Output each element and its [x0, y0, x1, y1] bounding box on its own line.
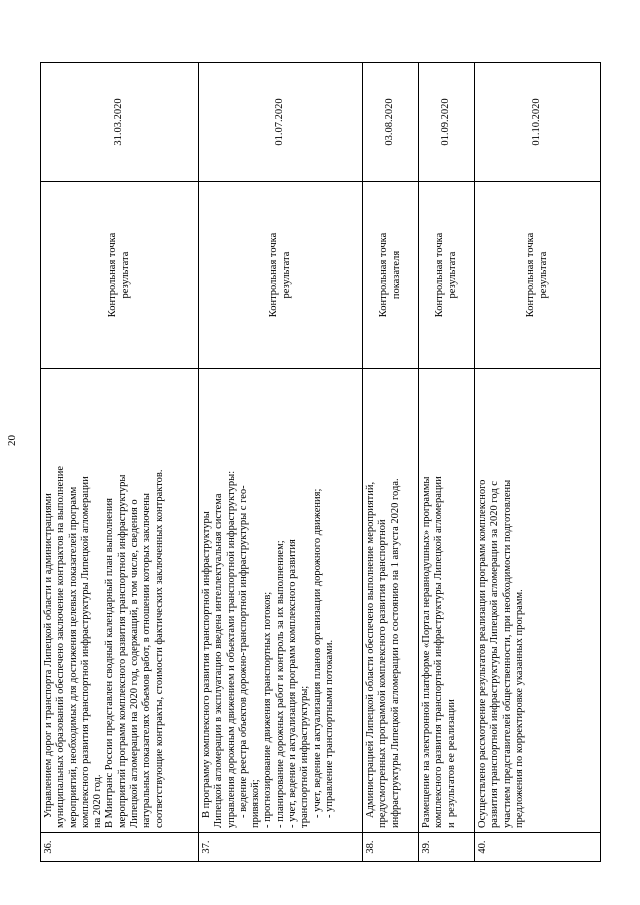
- row-description: [419, 369, 475, 833]
- row-number: 36.: [41, 833, 199, 862]
- description-line: Управлением дорог и транспорта Липецкой области и администрациями: [43, 493, 54, 818]
- description-line: - прогнозирование движения транспортных потоков;: [262, 591, 274, 828]
- type-line: результата: [119, 251, 131, 299]
- description-line: на 2020 год.: [92, 774, 104, 828]
- row-description: [363, 369, 419, 833]
- table-row: [419, 63, 475, 862]
- row-date: 03.08.2020: [363, 63, 419, 182]
- description-line: развития транспортной инфраструктуры Липецкой агломерации за 2020 год с: [489, 481, 501, 828]
- type-line: Контрольная точка: [434, 232, 446, 318]
- description-line: управления дорожным движением и объектами транспортной инфраструктуры:: [225, 470, 237, 828]
- row-number: 38.: [363, 833, 419, 862]
- type-line: Контрольная точка: [268, 232, 280, 318]
- description-line: Размещение на электронной платформе «Портал неравнодушных» программы: [421, 476, 432, 828]
- type-line: результата: [280, 251, 292, 299]
- row-date: 01.10.2020: [475, 63, 601, 182]
- description-line: В Минтранс России представлен сводный календарный план выполнения: [104, 498, 116, 828]
- description-line: привязкой;: [250, 779, 262, 828]
- description-line: инфраструктуры Липецкой агломерации по состоянию на 1 августа 2020 года.: [389, 478, 401, 828]
- description-line: Администрацией Липецкой области обеспечено выполнение мероприятий,: [365, 481, 376, 818]
- description-line: Осуществлено рассмотрение результатов реализации программ комплексного: [477, 479, 488, 828]
- row-description: [199, 369, 363, 833]
- row-type: [363, 182, 419, 369]
- table-row: [41, 63, 199, 862]
- type-line: Контрольная точка: [525, 232, 537, 318]
- table-row: [363, 63, 419, 862]
- type-line: результата: [446, 251, 458, 299]
- type-line: показателя: [390, 250, 402, 300]
- type-line: Контрольная точка: [107, 232, 119, 318]
- row-description: [41, 369, 199, 833]
- description-line: В программу комплексного развития транспортной инфраструктуры: [201, 511, 212, 818]
- row-number: 40.: [475, 833, 601, 862]
- control-points-table: [40, 62, 601, 862]
- description-line: Липецкой агломерации на 2020 год, содержащий, в том числе, сведения о: [129, 499, 141, 828]
- table-row: [199, 63, 363, 862]
- row-date: 01.09.2020: [419, 63, 475, 182]
- description-line: - учет, ведение и актуализация программ комплексного развития: [287, 539, 299, 828]
- description-line: предусмотренных программой комплексного развития транспортной: [377, 519, 389, 828]
- description-line: мероприятий, необходимых для достижения целевых показателей программ: [67, 486, 79, 828]
- description-line: муниципальных образований обеспечено заключение контрактов на выполнение: [55, 465, 67, 828]
- row-type: [199, 182, 363, 369]
- table-row: [475, 63, 601, 862]
- row-number: 37.: [199, 833, 363, 862]
- description-line: натуральных показателях объемов работ, в отношении которых заключены: [141, 493, 153, 828]
- row-number: 39.: [419, 833, 475, 862]
- row-date: 01.07.2020: [199, 63, 363, 182]
- description-line: комплексного развития транспортной инфраструктуры Липецкой агломерации: [79, 476, 91, 828]
- description-line: Липецкой агломерации в эксплуатацию введена интеллектуальная система: [213, 493, 225, 828]
- description-line: комплексного развития транспортной инфраструктуры Липецкой агломерации: [433, 476, 445, 828]
- rotated-table-container: [40, 62, 600, 862]
- row-type: [419, 182, 475, 369]
- type-line: результата: [537, 251, 549, 299]
- description-line: предложения по корректировке указанных программ.: [513, 589, 525, 828]
- row-type: [41, 182, 199, 369]
- row-date: 31.03.2020: [41, 63, 199, 182]
- row-type: [475, 182, 601, 369]
- description-line: и результатов ее реализации: [445, 699, 457, 828]
- description-line: - ведение реестра объектов дорожно-транспортной инфраструктуры с гео-: [237, 485, 249, 818]
- description-line: - учет, ведение и актуализация планов организации дорожного движения;: [311, 488, 323, 818]
- description-line: участием представителей общественности, при необходимости подготовлены: [501, 479, 513, 828]
- description-line: - планирование дорожных работ и контроль за их выполнением;: [274, 540, 286, 828]
- description-line: мероприятий программ комплексного развития транспортной инфраструктуры: [116, 474, 128, 828]
- type-line: Контрольная точка: [378, 232, 390, 318]
- row-description: [475, 369, 601, 833]
- description-line: соответствующие контракты, стоимости фактических заключенных контрактов.: [153, 469, 165, 828]
- description-line: транспортной инфраструктуры;: [299, 685, 311, 828]
- description-line: - управление транспортными потоками.: [323, 639, 335, 818]
- page-number: 20: [6, 435, 18, 446]
